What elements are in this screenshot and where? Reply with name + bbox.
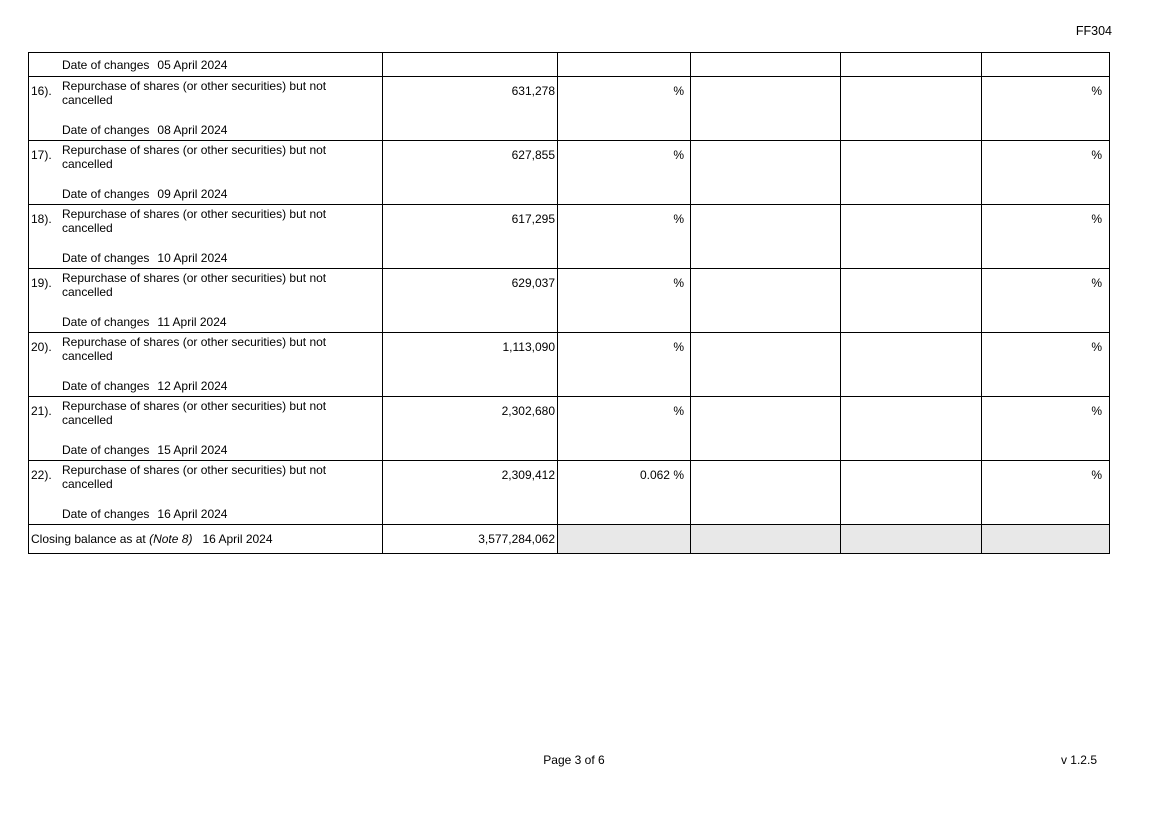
table-row xyxy=(29,397,1110,461)
date-label: Date of changes xyxy=(62,58,150,72)
table-row xyxy=(29,141,1110,205)
table-row xyxy=(29,461,1110,525)
percent-value: % xyxy=(673,84,684,98)
table-body xyxy=(29,53,1110,554)
closing-label: Closing balance as at xyxy=(31,532,146,546)
percent-cell-2 xyxy=(982,205,1110,269)
shaded-cell xyxy=(982,525,1110,554)
closing-label-cell xyxy=(29,525,383,554)
table-row xyxy=(29,269,1110,333)
closing-date: 16 April 2024 xyxy=(202,532,273,546)
description-cell xyxy=(29,77,383,141)
date-value: 09 April 2024 xyxy=(157,187,228,201)
amount-value: 2,302,680 xyxy=(501,404,555,418)
date-of-changes xyxy=(62,58,227,72)
percent-value-2: % xyxy=(1091,212,1102,226)
empty-cell xyxy=(841,205,982,269)
description-cell xyxy=(29,461,383,525)
percent-cell-2 xyxy=(982,397,1110,461)
percent-cell xyxy=(558,53,691,77)
entry-number: 21). xyxy=(31,404,52,418)
empty-cell xyxy=(841,461,982,525)
description-cell xyxy=(29,333,383,397)
empty-cell xyxy=(841,333,982,397)
date-of-changes xyxy=(62,379,227,393)
percent-cell xyxy=(558,77,691,141)
date-of-changes xyxy=(62,123,227,137)
entry-description: Repurchase of shares (or other securities) but not cancelled xyxy=(62,143,327,171)
empty-cell xyxy=(691,269,841,333)
description-cell xyxy=(29,269,383,333)
empty-cell xyxy=(691,53,841,77)
percent-value: % xyxy=(673,404,684,418)
date-value: 16 April 2024 xyxy=(157,507,228,521)
closing-amount: 3,577,284,062 xyxy=(478,532,555,546)
empty-cell xyxy=(841,269,982,333)
table-row xyxy=(29,77,1110,141)
percent-value-2: % xyxy=(1091,340,1102,354)
percent-cell xyxy=(558,205,691,269)
amount-value: 629,037 xyxy=(511,276,555,290)
percent-cell-2 xyxy=(982,53,1110,77)
percent-cell-2 xyxy=(982,141,1110,205)
closing-amount-cell xyxy=(383,525,558,554)
percent-cell xyxy=(558,461,691,525)
entry-description: Repurchase of shares (or other securities) but not cancelled xyxy=(62,463,327,491)
empty-cell xyxy=(841,53,982,77)
percent-cell xyxy=(558,397,691,461)
amount-cell xyxy=(383,269,558,333)
percent-value-2: % xyxy=(1091,276,1102,290)
date-label: Date of changes xyxy=(62,251,150,265)
percent-value: % xyxy=(673,212,684,226)
date-value: 11 April 2024 xyxy=(157,315,227,329)
date-of-changes xyxy=(62,507,227,521)
amount-value: 1,113,090 xyxy=(502,340,555,354)
date-label: Date of changes xyxy=(62,443,150,457)
percent-value-2: % xyxy=(1091,468,1102,482)
empty-cell xyxy=(691,333,841,397)
amount-cell xyxy=(383,397,558,461)
percent-cell xyxy=(558,269,691,333)
amount-value: 617,295 xyxy=(511,212,555,226)
entry-description: Repurchase of shares (or other securities) but not cancelled xyxy=(62,207,327,235)
date-value: 08 April 2024 xyxy=(157,123,228,137)
table-row xyxy=(29,333,1110,397)
date-label: Date of changes xyxy=(62,187,150,201)
amount-cell xyxy=(383,461,558,525)
table-row-first xyxy=(29,53,1110,77)
empty-cell xyxy=(841,141,982,205)
date-label: Date of changes xyxy=(62,507,150,521)
shaded-cell xyxy=(691,525,841,554)
date-of-changes xyxy=(62,443,227,457)
table-row xyxy=(29,205,1110,269)
share-changes-table xyxy=(28,52,1110,554)
empty-cell xyxy=(841,77,982,141)
entry-description: Repurchase of shares (or other securities) but not cancelled xyxy=(62,79,327,107)
date-of-changes xyxy=(62,251,227,265)
description-cell xyxy=(29,53,383,77)
page-number: Page 3 of 6 xyxy=(543,753,605,767)
description-cell xyxy=(29,141,383,205)
percent-value-2: % xyxy=(1091,404,1102,418)
amount-cell xyxy=(383,53,558,77)
date-value: 10 April 2024 xyxy=(157,251,228,265)
description-cell xyxy=(29,397,383,461)
entry-description: Repurchase of shares (or other securities) but not cancelled xyxy=(62,335,327,363)
closing-note: (Note 8) xyxy=(149,532,193,546)
entry-number: 18). xyxy=(31,212,52,226)
percent-value: % xyxy=(673,148,684,162)
date-label: Date of changes xyxy=(62,379,150,393)
entry-number: 19). xyxy=(31,276,52,290)
amount-cell xyxy=(383,333,558,397)
version-label: v 1.2.5 xyxy=(1060,753,1097,767)
empty-cell xyxy=(691,77,841,141)
entry-number: 17). xyxy=(31,148,52,162)
percent-cell-2 xyxy=(982,333,1110,397)
empty-cell xyxy=(691,397,841,461)
amount-cell xyxy=(383,141,558,205)
percent-value-2: % xyxy=(1091,84,1102,98)
shaded-cell xyxy=(558,525,691,554)
percent-cell-2 xyxy=(982,461,1110,525)
amount-cell xyxy=(383,205,558,269)
empty-cell xyxy=(841,397,982,461)
entry-number: 22). xyxy=(31,468,52,482)
empty-cell xyxy=(691,141,841,205)
entry-number: 20). xyxy=(31,340,52,354)
empty-cell xyxy=(691,461,841,525)
date-value: 12 April 2024 xyxy=(157,379,228,393)
date-of-changes xyxy=(62,187,227,201)
date-label: Date of changes xyxy=(62,315,150,329)
percent-cell-2 xyxy=(982,269,1110,333)
percent-value: 0.062 % xyxy=(639,468,684,482)
date-value: 15 April 2024 xyxy=(157,443,228,457)
date-label: Date of changes xyxy=(62,123,150,137)
date-value: 05 April 2024 xyxy=(157,58,228,72)
date-of-changes xyxy=(62,315,227,329)
entry-description: Repurchase of shares (or other securities) but not cancelled xyxy=(62,399,327,427)
closing-balance-row xyxy=(29,525,1110,554)
entry-description: Repurchase of shares (or other securities) but not cancelled xyxy=(62,271,327,299)
percent-cell xyxy=(558,141,691,205)
percent-value: % xyxy=(673,276,684,290)
percent-value: % xyxy=(673,340,684,354)
form-code: FF304 xyxy=(1075,24,1112,38)
empty-cell xyxy=(691,205,841,269)
entry-number: 16). xyxy=(31,84,52,98)
percent-cell xyxy=(558,333,691,397)
percent-value-2: % xyxy=(1091,148,1102,162)
shaded-cell xyxy=(841,525,982,554)
amount-cell xyxy=(383,77,558,141)
amount-value: 627,855 xyxy=(511,148,555,162)
amount-value: 631,278 xyxy=(511,84,555,98)
amount-value: 2,309,412 xyxy=(501,468,555,482)
percent-cell-2 xyxy=(982,77,1110,141)
description-cell xyxy=(29,205,383,269)
